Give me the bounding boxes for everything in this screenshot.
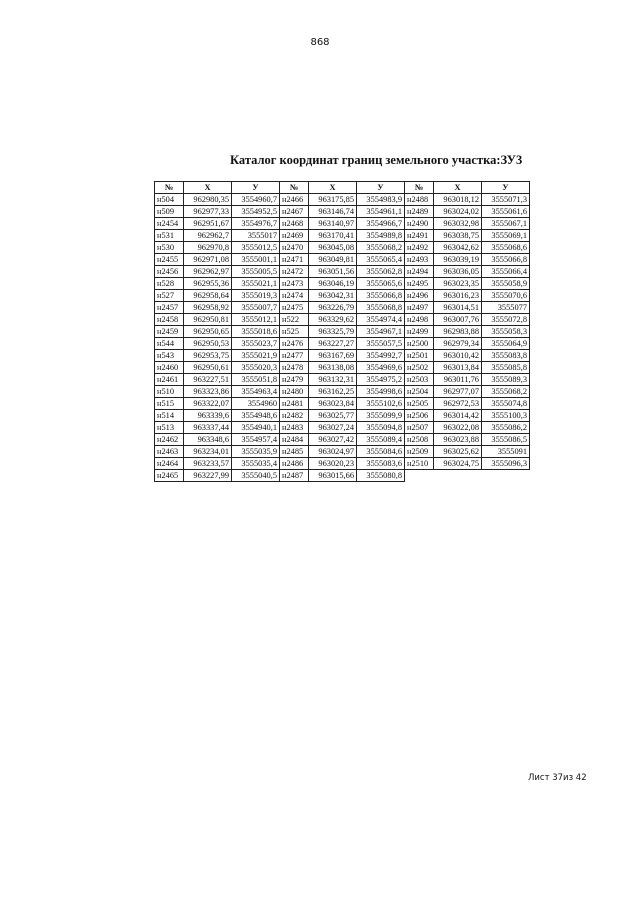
point-id-cell: н2487 bbox=[280, 470, 309, 482]
x-coordinate-cell: 963014,51 bbox=[434, 302, 482, 314]
point-id-cell: н2476 bbox=[280, 338, 309, 350]
x-coordinate-cell: 963032,98 bbox=[434, 218, 482, 230]
y-coordinate-cell: 3555051,8 bbox=[232, 374, 280, 386]
page-number: 868 bbox=[310, 37, 330, 48]
x-coordinate-cell: 963140,97 bbox=[309, 218, 357, 230]
y-coordinate-cell: 3554940,1 bbox=[232, 422, 280, 434]
point-id-cell: н528 bbox=[155, 278, 184, 290]
x-coordinate-cell: 963027,42 bbox=[309, 434, 357, 446]
table-row bbox=[155, 446, 530, 458]
x-coordinate-cell: 963027,24 bbox=[309, 422, 357, 434]
x-coordinate-cell: 963162,25 bbox=[309, 386, 357, 398]
y-coordinate-cell: 3554948,6 bbox=[232, 410, 280, 422]
y-coordinate-cell: 3555020,3 bbox=[232, 362, 280, 374]
point-id-cell: н2478 bbox=[280, 362, 309, 374]
point-id-cell: н2459 bbox=[155, 326, 184, 338]
x-coordinate-cell: 962958,92 bbox=[184, 302, 232, 314]
table-row bbox=[155, 218, 530, 230]
y-coordinate-cell: 3554974,4 bbox=[357, 314, 405, 326]
point-id-cell: н514 bbox=[155, 410, 184, 422]
point-id-cell: н2460 bbox=[155, 362, 184, 374]
table-row bbox=[155, 386, 530, 398]
x-coordinate-cell: 963227,51 bbox=[184, 374, 232, 386]
point-id-cell: н2455 bbox=[155, 254, 184, 266]
table-row bbox=[155, 302, 530, 314]
table-row bbox=[155, 278, 530, 290]
table-body bbox=[155, 194, 530, 482]
point-id-cell: н2462 bbox=[155, 434, 184, 446]
y-coordinate-cell: 3555021,1 bbox=[232, 278, 280, 290]
table-row bbox=[155, 314, 530, 326]
point-id-cell: н2468 bbox=[280, 218, 309, 230]
x-coordinate-cell: 963146,74 bbox=[309, 206, 357, 218]
x-coordinate-cell: 963167,69 bbox=[309, 350, 357, 362]
point-id-cell: н2458 bbox=[155, 314, 184, 326]
y-coordinate-cell: 3554989,8 bbox=[357, 230, 405, 242]
table-row bbox=[155, 422, 530, 434]
point-id-cell: н509 bbox=[155, 206, 184, 218]
y-coordinate-cell: 3555086,2 bbox=[482, 422, 530, 434]
point-id-cell: н2503 bbox=[405, 374, 434, 386]
y-coordinate-cell: 3554966,7 bbox=[357, 218, 405, 230]
y-coordinate-cell: 3555061,6 bbox=[482, 206, 530, 218]
y-coordinate-cell: 3555099,9 bbox=[357, 410, 405, 422]
y-coordinate-cell: 3555094,8 bbox=[357, 422, 405, 434]
point-id-cell: н2489 bbox=[405, 206, 434, 218]
x-coordinate-cell: 962955,36 bbox=[184, 278, 232, 290]
x-coordinate-cell: 963038,75 bbox=[434, 230, 482, 242]
x-coordinate-cell: 962971,08 bbox=[184, 254, 232, 266]
table-row bbox=[155, 470, 530, 482]
point-id-cell: н2505 bbox=[405, 398, 434, 410]
x-coordinate-cell: 963010,42 bbox=[434, 350, 482, 362]
y-coordinate-cell: 3554967,1 bbox=[357, 326, 405, 338]
y-coordinate-cell: 3555068,2 bbox=[482, 386, 530, 398]
y-coordinate-cell: 3555018,6 bbox=[232, 326, 280, 338]
point-id-cell: н2457 bbox=[155, 302, 184, 314]
x-coordinate-cell: 963234,01 bbox=[184, 446, 232, 458]
y-coordinate-cell: 3555102,6 bbox=[357, 398, 405, 410]
point-id-cell bbox=[405, 470, 434, 482]
y-coordinate-cell: 3554975,2 bbox=[357, 374, 405, 386]
x-coordinate-cell: 962958,64 bbox=[184, 290, 232, 302]
y-coordinate-cell: 3555066,4 bbox=[482, 266, 530, 278]
point-id-cell: н2504 bbox=[405, 386, 434, 398]
y-coordinate-cell: 3555058,9 bbox=[482, 278, 530, 290]
x-coordinate-cell: 963023,84 bbox=[309, 398, 357, 410]
x-coordinate-cell: 962950,81 bbox=[184, 314, 232, 326]
point-id-cell: н2507 bbox=[405, 422, 434, 434]
header-cell: № bbox=[280, 182, 309, 194]
y-coordinate-cell: 3555066,8 bbox=[357, 290, 405, 302]
x-coordinate-cell: 963337,44 bbox=[184, 422, 232, 434]
x-coordinate-cell: 963011,76 bbox=[434, 374, 482, 386]
y-coordinate-cell: 3554992,7 bbox=[357, 350, 405, 362]
point-id-cell: н2488 bbox=[405, 194, 434, 206]
y-coordinate-cell: 3554998,6 bbox=[357, 386, 405, 398]
y-coordinate-cell: 3555083,6 bbox=[357, 458, 405, 470]
x-coordinate-cell: 963049,81 bbox=[309, 254, 357, 266]
table-row bbox=[155, 362, 530, 374]
table-row bbox=[155, 254, 530, 266]
point-id-cell: н2474 bbox=[280, 290, 309, 302]
y-coordinate-cell: 3555077 bbox=[482, 302, 530, 314]
x-coordinate-cell: 963348,6 bbox=[184, 434, 232, 446]
point-id-cell: н2477 bbox=[280, 350, 309, 362]
x-coordinate-cell: 963036,05 bbox=[434, 266, 482, 278]
x-coordinate-cell: 963227,27 bbox=[309, 338, 357, 350]
x-coordinate-cell: 962950,53 bbox=[184, 338, 232, 350]
y-coordinate-cell: 3555012,5 bbox=[232, 242, 280, 254]
point-id-cell: н2485 bbox=[280, 446, 309, 458]
header-cell: У bbox=[482, 182, 530, 194]
point-id-cell: н2467 bbox=[280, 206, 309, 218]
y-coordinate-cell: 3555057,5 bbox=[357, 338, 405, 350]
point-id-cell: н2480 bbox=[280, 386, 309, 398]
point-id-cell: н2463 bbox=[155, 446, 184, 458]
y-coordinate-cell: 3554963,4 bbox=[232, 386, 280, 398]
x-coordinate-cell: 963175,85 bbox=[309, 194, 357, 206]
header-cell: № bbox=[405, 182, 434, 194]
y-coordinate-cell: 3555100,3 bbox=[482, 410, 530, 422]
point-id-cell: н2479 bbox=[280, 374, 309, 386]
table-row bbox=[155, 458, 530, 470]
x-coordinate-cell: 963046,19 bbox=[309, 278, 357, 290]
point-id-cell: н2469 bbox=[280, 230, 309, 242]
x-coordinate-cell: 963020,23 bbox=[309, 458, 357, 470]
x-coordinate-cell: 962980,35 bbox=[184, 194, 232, 206]
y-coordinate-cell: 3554957,4 bbox=[232, 434, 280, 446]
y-coordinate-cell bbox=[482, 470, 530, 482]
y-coordinate-cell: 3555023,7 bbox=[232, 338, 280, 350]
header-cell: X bbox=[309, 182, 357, 194]
y-coordinate-cell: 3555072,8 bbox=[482, 314, 530, 326]
x-coordinate-cell: 963014,42 bbox=[434, 410, 482, 422]
x-coordinate-cell: 963233,57 bbox=[184, 458, 232, 470]
y-coordinate-cell: 3554983,9 bbox=[357, 194, 405, 206]
point-id-cell: н2473 bbox=[280, 278, 309, 290]
point-id-cell: н544 bbox=[155, 338, 184, 350]
point-id-cell: н510 bbox=[155, 386, 184, 398]
x-coordinate-cell: 962977,07 bbox=[434, 386, 482, 398]
x-coordinate-cell: 962950,61 bbox=[184, 362, 232, 374]
point-id-cell: н531 bbox=[155, 230, 184, 242]
point-id-cell: н2472 bbox=[280, 266, 309, 278]
y-coordinate-cell: 3554960,7 bbox=[232, 194, 280, 206]
x-coordinate-cell: 963325,79 bbox=[309, 326, 357, 338]
point-id-cell: н2492 bbox=[405, 242, 434, 254]
point-id-cell: н2500 bbox=[405, 338, 434, 350]
x-coordinate-cell: 963132,31 bbox=[309, 374, 357, 386]
x-coordinate-cell: 962951,67 bbox=[184, 218, 232, 230]
x-coordinate-cell: 962962,97 bbox=[184, 266, 232, 278]
x-coordinate-cell: 962977,33 bbox=[184, 206, 232, 218]
y-coordinate-cell: 3555017 bbox=[232, 230, 280, 242]
y-coordinate-cell: 3555084,6 bbox=[357, 446, 405, 458]
x-coordinate-cell: 963023,35 bbox=[434, 278, 482, 290]
y-coordinate-cell: 3555066,8 bbox=[482, 254, 530, 266]
y-coordinate-cell: 3555021,9 bbox=[232, 350, 280, 362]
point-id-cell: н2484 bbox=[280, 434, 309, 446]
point-id-cell: н522 bbox=[280, 314, 309, 326]
x-coordinate-cell: 962970,8 bbox=[184, 242, 232, 254]
table-row bbox=[155, 266, 530, 278]
header-cell: X bbox=[434, 182, 482, 194]
sheet-label: Лист 37из 42 bbox=[528, 773, 587, 783]
x-coordinate-cell: 963045,08 bbox=[309, 242, 357, 254]
y-coordinate-cell: 3555067,1 bbox=[482, 218, 530, 230]
x-coordinate-cell: 963042,62 bbox=[434, 242, 482, 254]
x-coordinate-cell: 963226,79 bbox=[309, 302, 357, 314]
header-cell: У bbox=[232, 182, 280, 194]
point-id-cell: н2502 bbox=[405, 362, 434, 374]
point-id-cell: н2501 bbox=[405, 350, 434, 362]
point-id-cell: н2456 bbox=[155, 266, 184, 278]
x-coordinate-cell: 963022,08 bbox=[434, 422, 482, 434]
y-coordinate-cell: 3555068,2 bbox=[357, 242, 405, 254]
x-coordinate-cell: 962950,65 bbox=[184, 326, 232, 338]
y-coordinate-cell: 3555083,8 bbox=[482, 350, 530, 362]
point-id-cell: н2466 bbox=[280, 194, 309, 206]
x-coordinate-cell: 963024,97 bbox=[309, 446, 357, 458]
x-coordinate-cell: 963042,31 bbox=[309, 290, 357, 302]
x-coordinate-cell: 963007,76 bbox=[434, 314, 482, 326]
table-row bbox=[155, 374, 530, 386]
point-id-cell: н2464 bbox=[155, 458, 184, 470]
y-coordinate-cell: 3554952,5 bbox=[232, 206, 280, 218]
table-row bbox=[155, 290, 530, 302]
y-coordinate-cell: 3555091 bbox=[482, 446, 530, 458]
y-coordinate-cell: 3555074,8 bbox=[482, 398, 530, 410]
x-coordinate-cell: 963227,99 bbox=[184, 470, 232, 482]
point-id-cell: н2465 bbox=[155, 470, 184, 482]
y-coordinate-cell: 3555040,5 bbox=[232, 470, 280, 482]
y-coordinate-cell: 3555070,6 bbox=[482, 290, 530, 302]
point-id-cell: н2471 bbox=[280, 254, 309, 266]
x-coordinate-cell: 963018,12 bbox=[434, 194, 482, 206]
table-row bbox=[155, 242, 530, 254]
table-row bbox=[155, 434, 530, 446]
y-coordinate-cell: 3555089,4 bbox=[357, 434, 405, 446]
y-coordinate-cell: 3555068,6 bbox=[482, 242, 530, 254]
coordinates-table bbox=[154, 181, 530, 482]
table-row bbox=[155, 230, 530, 242]
point-id-cell: н2483 bbox=[280, 422, 309, 434]
y-coordinate-cell: 3555089,3 bbox=[482, 374, 530, 386]
y-coordinate-cell: 3555064,9 bbox=[482, 338, 530, 350]
header-cell: X bbox=[184, 182, 232, 194]
y-coordinate-cell: 3554961,1 bbox=[357, 206, 405, 218]
point-id-cell: н2475 bbox=[280, 302, 309, 314]
y-coordinate-cell: 3555080,8 bbox=[357, 470, 405, 482]
y-coordinate-cell: 3555012,1 bbox=[232, 314, 280, 326]
point-id-cell: н543 bbox=[155, 350, 184, 362]
point-id-cell: н2491 bbox=[405, 230, 434, 242]
x-coordinate-cell: 963339,6 bbox=[184, 410, 232, 422]
point-id-cell: н2494 bbox=[405, 266, 434, 278]
table-row bbox=[155, 206, 530, 218]
table-header-row bbox=[155, 182, 530, 194]
point-id-cell: н504 bbox=[155, 194, 184, 206]
y-coordinate-cell: 3555001,1 bbox=[232, 254, 280, 266]
point-id-cell: н2499 bbox=[405, 326, 434, 338]
table-row bbox=[155, 338, 530, 350]
y-coordinate-cell: 3555069,1 bbox=[482, 230, 530, 242]
x-coordinate-cell: 963322,07 bbox=[184, 398, 232, 410]
x-coordinate-cell: 962983,88 bbox=[434, 326, 482, 338]
x-coordinate-cell: 963024,75 bbox=[434, 458, 482, 470]
x-coordinate-cell: 963023,88 bbox=[434, 434, 482, 446]
header-cell: № bbox=[155, 182, 184, 194]
y-coordinate-cell: 3555005,5 bbox=[232, 266, 280, 278]
x-coordinate-cell: 963015,66 bbox=[309, 470, 357, 482]
table-row bbox=[155, 350, 530, 362]
point-id-cell: н2490 bbox=[405, 218, 434, 230]
y-coordinate-cell: 3554969,6 bbox=[357, 362, 405, 374]
x-coordinate-cell: 963013,84 bbox=[434, 362, 482, 374]
point-id-cell: н2482 bbox=[280, 410, 309, 422]
y-coordinate-cell: 3555071,3 bbox=[482, 194, 530, 206]
x-coordinate-cell: 962972,53 bbox=[434, 398, 482, 410]
y-coordinate-cell: 3555065,6 bbox=[357, 278, 405, 290]
x-coordinate-cell: 962953,75 bbox=[184, 350, 232, 362]
x-coordinate-cell: 963024,02 bbox=[434, 206, 482, 218]
x-coordinate-cell: 963051,56 bbox=[309, 266, 357, 278]
table-row bbox=[155, 410, 530, 422]
point-id-cell: н2486 bbox=[280, 458, 309, 470]
point-id-cell: н2493 bbox=[405, 254, 434, 266]
y-coordinate-cell: 3555086,5 bbox=[482, 434, 530, 446]
point-id-cell: н2508 bbox=[405, 434, 434, 446]
y-coordinate-cell: 3555085,8 bbox=[482, 362, 530, 374]
point-id-cell: н527 bbox=[155, 290, 184, 302]
x-coordinate-cell: 963329,62 bbox=[309, 314, 357, 326]
point-id-cell: н2497 bbox=[405, 302, 434, 314]
point-id-cell: н525 bbox=[280, 326, 309, 338]
y-coordinate-cell: 3555007,7 bbox=[232, 302, 280, 314]
y-coordinate-cell: 3555068,8 bbox=[357, 302, 405, 314]
x-coordinate-cell: 963170,41 bbox=[309, 230, 357, 242]
y-coordinate-cell: 3555065,4 bbox=[357, 254, 405, 266]
point-id-cell: н530 bbox=[155, 242, 184, 254]
y-coordinate-cell: 3555035,4 bbox=[232, 458, 280, 470]
x-coordinate-cell bbox=[434, 470, 482, 482]
y-coordinate-cell: 3555062,8 bbox=[357, 266, 405, 278]
x-coordinate-cell: 963025,77 bbox=[309, 410, 357, 422]
x-coordinate-cell: 963016,23 bbox=[434, 290, 482, 302]
point-id-cell: н2470 bbox=[280, 242, 309, 254]
point-id-cell: н2506 bbox=[405, 410, 434, 422]
x-coordinate-cell: 963039,19 bbox=[434, 254, 482, 266]
point-id-cell: н2495 bbox=[405, 278, 434, 290]
point-id-cell: н2498 bbox=[405, 314, 434, 326]
point-id-cell: н2510 bbox=[405, 458, 434, 470]
y-coordinate-cell: 3554960 bbox=[232, 398, 280, 410]
y-coordinate-cell: 3555058,3 bbox=[482, 326, 530, 338]
x-coordinate-cell: 962962,7 bbox=[184, 230, 232, 242]
table-row bbox=[155, 398, 530, 410]
table-row bbox=[155, 326, 530, 338]
y-coordinate-cell: 3555019,3 bbox=[232, 290, 280, 302]
y-coordinate-cell: 3555035,9 bbox=[232, 446, 280, 458]
point-id-cell: н515 bbox=[155, 398, 184, 410]
point-id-cell: н2509 bbox=[405, 446, 434, 458]
y-coordinate-cell: 3554976,7 bbox=[232, 218, 280, 230]
table-row bbox=[155, 194, 530, 206]
x-coordinate-cell: 963323,86 bbox=[184, 386, 232, 398]
document-title: Каталог координат границ земельного участка:ЗУ3 bbox=[230, 153, 523, 167]
point-id-cell: н2461 bbox=[155, 374, 184, 386]
header-cell: У bbox=[357, 182, 405, 194]
point-id-cell: н2481 bbox=[280, 398, 309, 410]
x-coordinate-cell: 963025,62 bbox=[434, 446, 482, 458]
point-id-cell: н2454 bbox=[155, 218, 184, 230]
x-coordinate-cell: 963138,08 bbox=[309, 362, 357, 374]
y-coordinate-cell: 3555096,3 bbox=[482, 458, 530, 470]
point-id-cell: н2496 bbox=[405, 290, 434, 302]
point-id-cell: н513 bbox=[155, 422, 184, 434]
x-coordinate-cell: 962979,34 bbox=[434, 338, 482, 350]
